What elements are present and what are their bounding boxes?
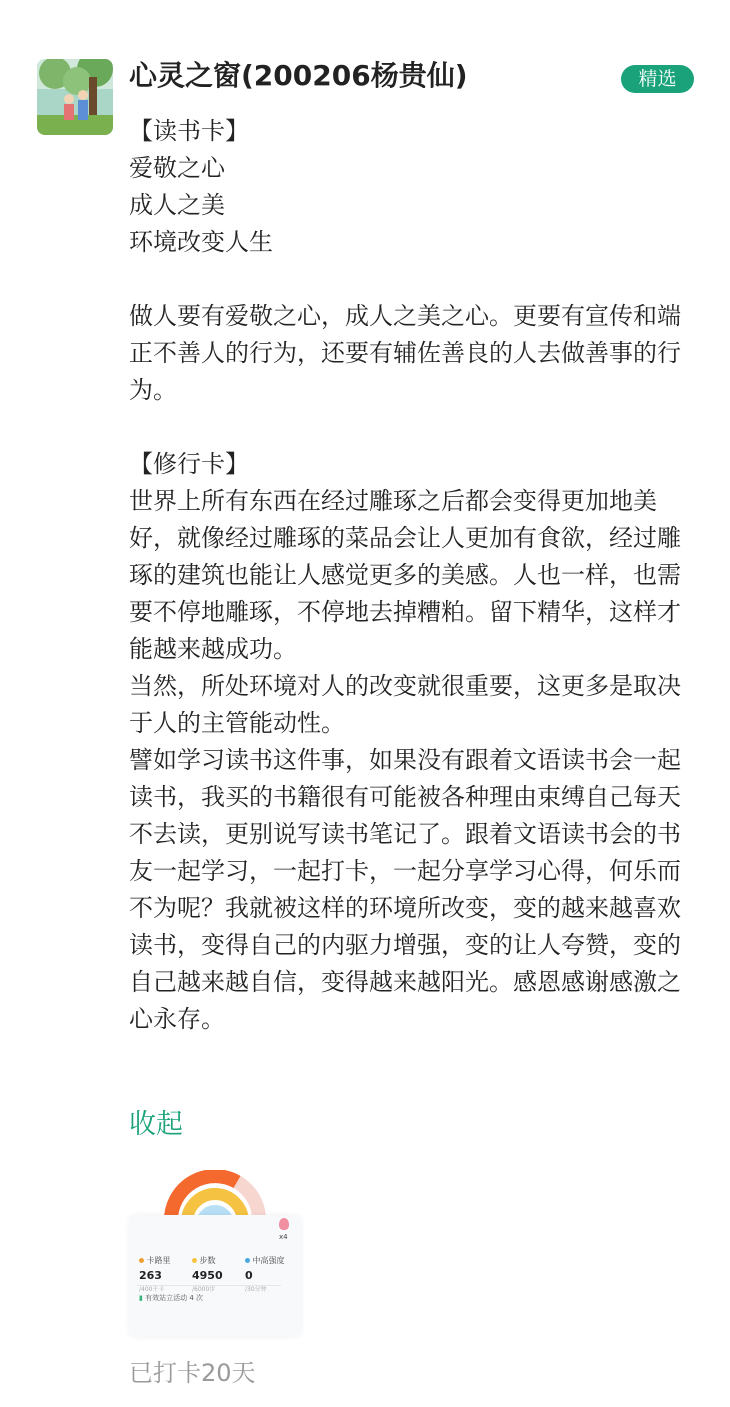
- post-paragraph: 【修行卡】: [129, 450, 249, 478]
- post-paragraph: 譬如学习读书这件事，如果没有跟着文语读书会一起读书，我买的书籍很有可能被各种理由束缚自己每天不去读，更别说写读书笔记了。跟着文语读书会的书友一起学习，一起打卡，一起分享学习心得，何乐而不为呢？我就被这样的环境所改变，变的越来越喜欢读书，变得自己的内驱力增强，变的让人夸赞，变的自己越来越自信，变得越来越阳光。感恩感谢感激之心永存。: [129, 746, 681, 1033]
- checkin-days: 已打卡20天: [129, 1359, 256, 1387]
- calorie-icon: [139, 1258, 144, 1263]
- stat-intensity: [245, 1255, 285, 1293]
- multiplier-label: x4: [279, 1233, 288, 1241]
- featured-badge: 精选: [621, 65, 694, 93]
- intensity-icon: [245, 1258, 250, 1263]
- stat-value: 263: [139, 1269, 162, 1282]
- stat-goal: /30分钟: [245, 1286, 267, 1293]
- post-paragraph: 做人要有爱敬之心，成人之美之心。更要有宣传和端正不善人的行为，还要有辅佐善良的人去做善事的行为。: [129, 302, 681, 404]
- standing-icon: ▮: [139, 1294, 143, 1302]
- post-paragraph: 环境改变人生: [129, 228, 273, 256]
- stat-goal: /400千卡: [139, 1286, 165, 1293]
- user-avatar[interactable]: [37, 59, 113, 135]
- standing-activity: [139, 1293, 203, 1303]
- stat-goal: /6000步: [192, 1286, 216, 1293]
- post-author-name[interactable]: 心灵之窗(200206杨贵仙): [129, 59, 468, 92]
- stat-steps: [192, 1255, 223, 1293]
- stat-label: 卡路里: [146, 1256, 171, 1265]
- post-paragraph: 【读书卡】: [129, 117, 249, 145]
- stat-value: 4950: [192, 1269, 223, 1282]
- post-paragraph: 当然，所处环境对人的改变就很重要，这更多是取决于人的主管能动性。: [129, 672, 681, 737]
- blank-line: [129, 409, 689, 446]
- steps-icon: [192, 1258, 197, 1263]
- post-paragraph: 爱敬之心: [129, 154, 225, 182]
- post-body: [129, 113, 689, 1038]
- flower-icon: [279, 1218, 289, 1230]
- post-paragraph: 世界上所有东西在经过雕琢之后都会变得更加地美好，就像经过雕琢的菜品会让人更加有食欲，经过雕琢的建筑也能让人感觉更多的美感。人也一样，也需要不停地雕琢，不停地去掉糟粕。留下精华，这样才能越来越成功。: [129, 487, 681, 663]
- standing-label: 有效站立活动 4 次: [145, 1294, 203, 1302]
- activity-stats-panel: [129, 1215, 301, 1337]
- post-paragraph: 成人之美: [129, 191, 225, 219]
- activity-card[interactable]: [129, 1170, 301, 1340]
- stat-label: 中高强度: [252, 1256, 285, 1265]
- collapse-link[interactable]: 收起: [129, 1109, 183, 1140]
- stat-calories: [139, 1255, 171, 1293]
- card-divider: [137, 1285, 281, 1286]
- blank-line: [129, 261, 689, 298]
- stat-label: 步数: [199, 1256, 216, 1265]
- stat-value: 0: [245, 1269, 253, 1282]
